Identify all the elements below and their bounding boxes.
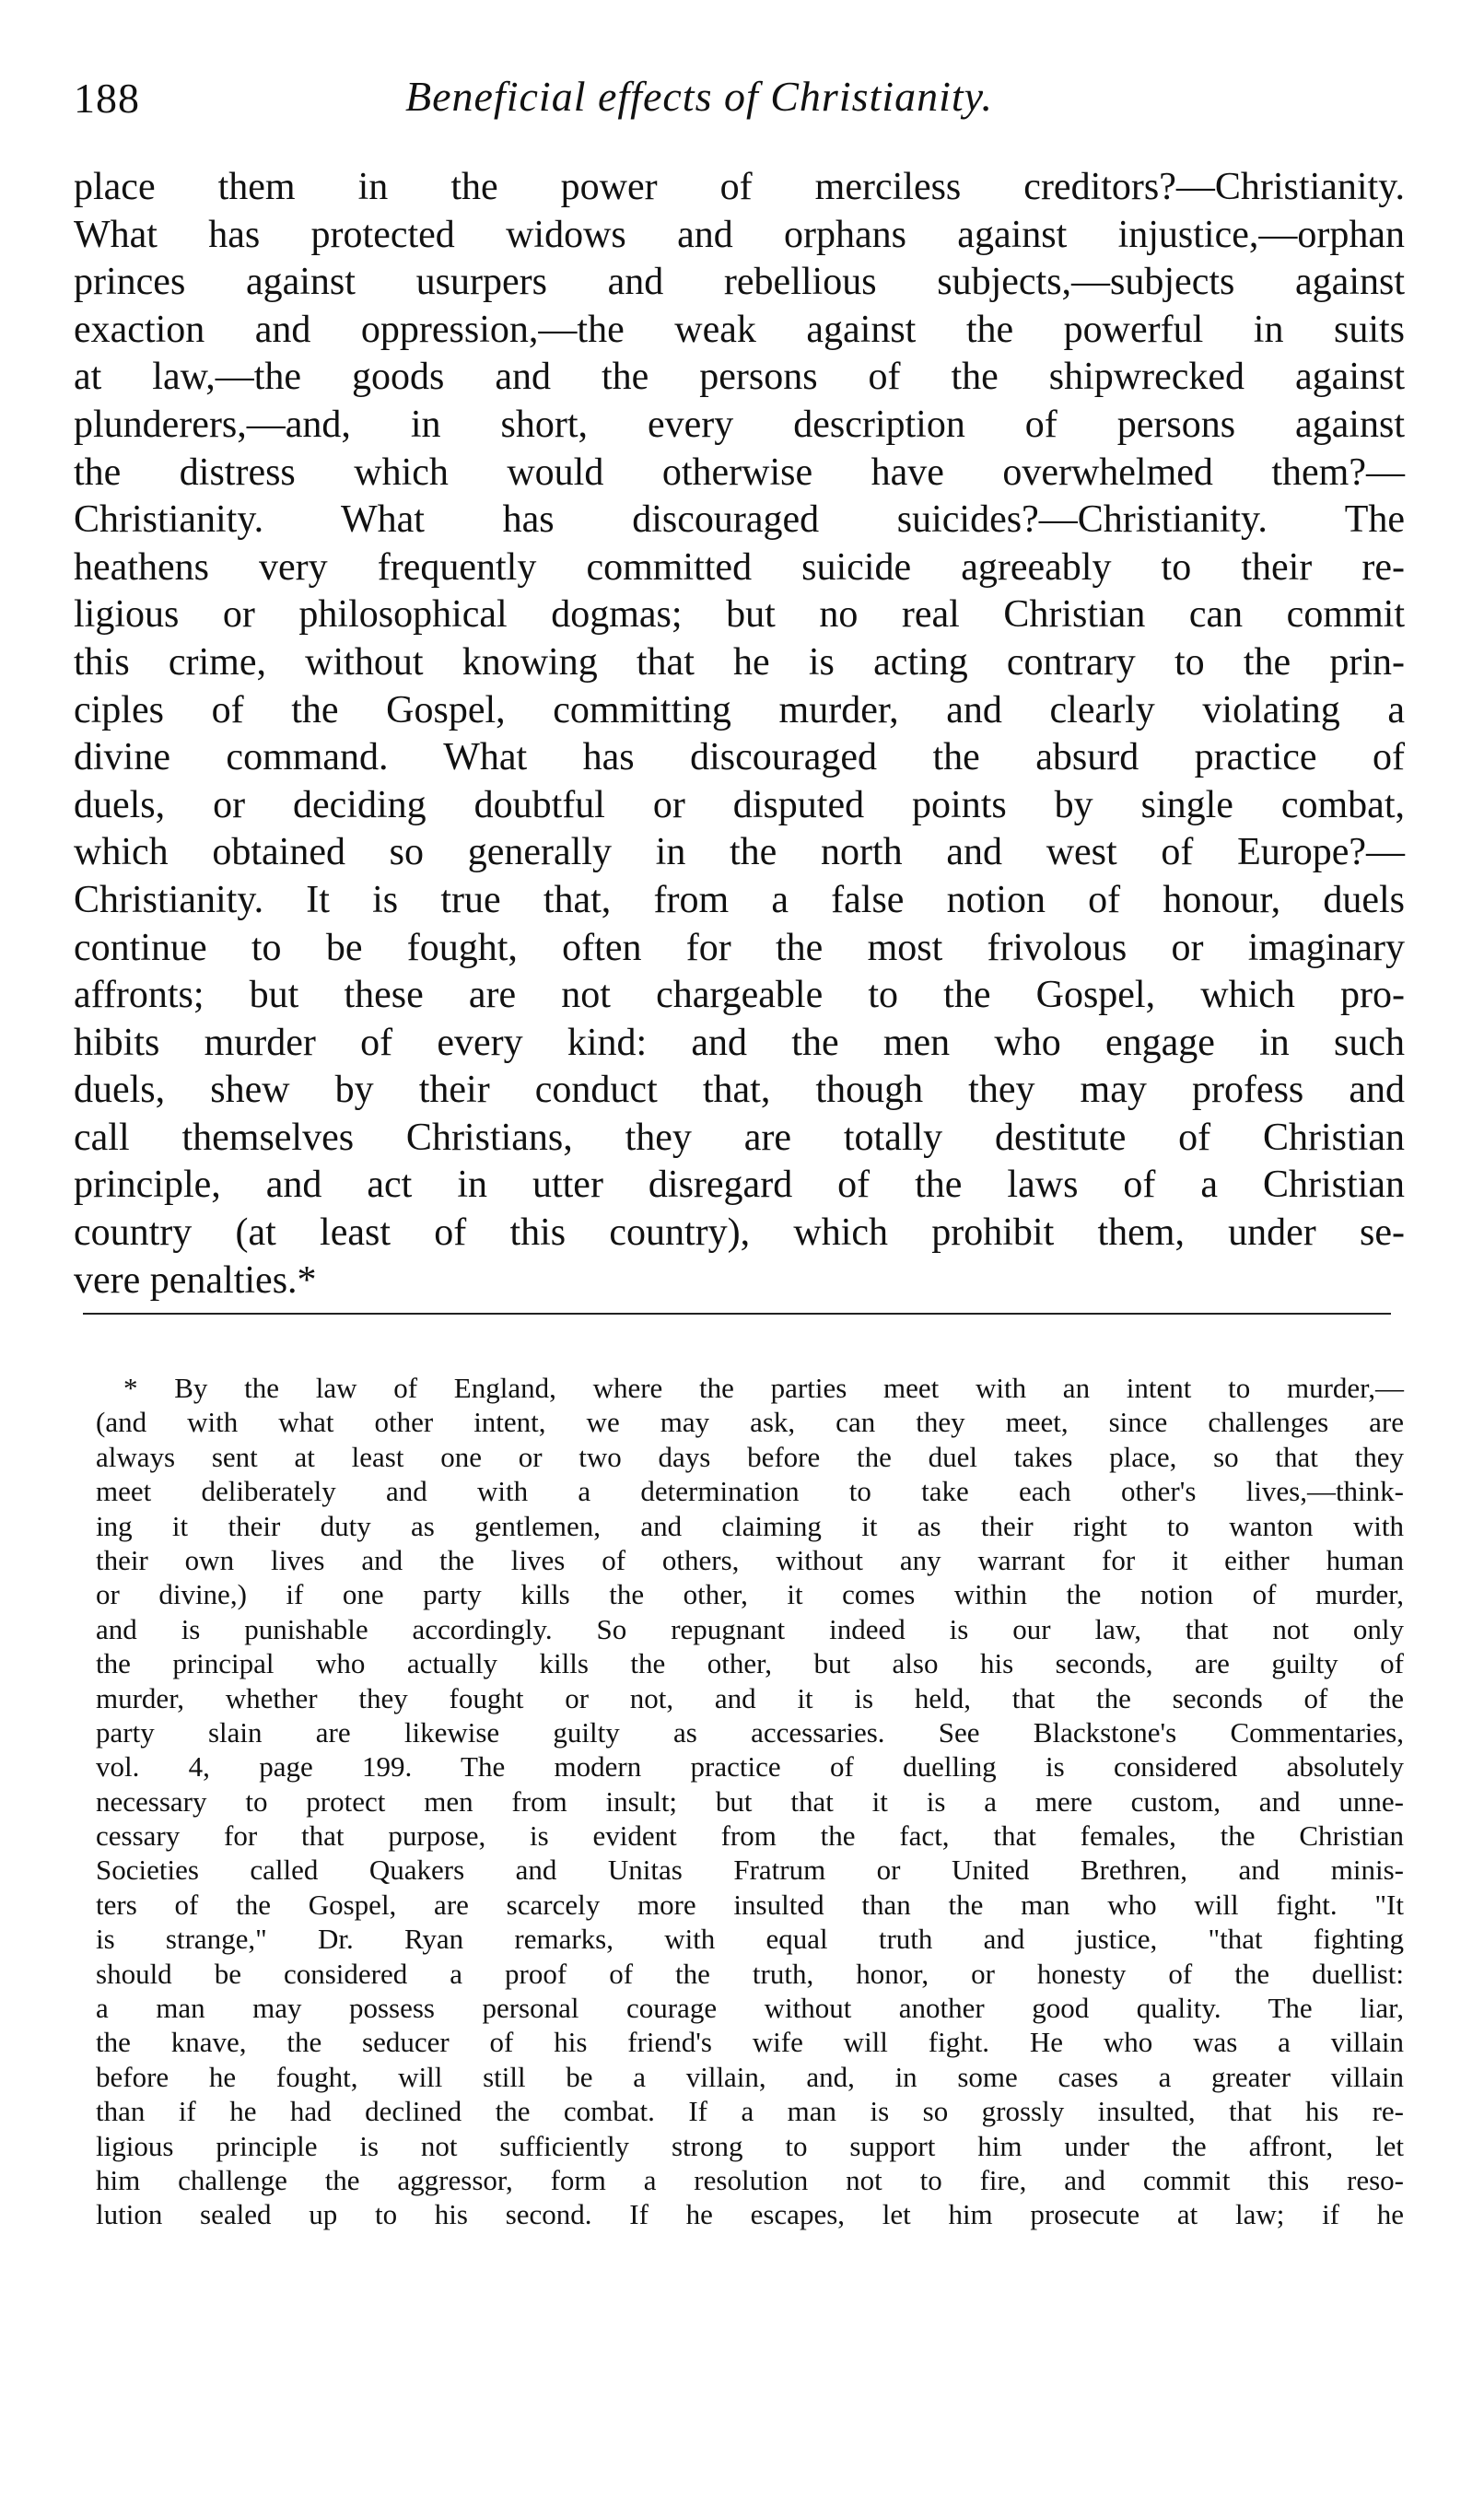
main-text-line: continue to be fought, often for the most frivolous or imaginary: [74, 926, 1405, 969]
main-text: [74, 164, 1405, 1304]
footnote-line: murder, whether they fought or not, and it is held, that the seconds of the: [96, 1681, 1404, 1714]
main-text-line: at law,—the goods and the persons of the shipwrecked against: [74, 356, 1405, 399]
main-text-line: Christianity. It is true that, from a false notion of honour, duels: [74, 878, 1405, 921]
footnote-line: meet deliberately and with a determination to take each other's lives,—think-: [96, 1475, 1404, 1508]
footnote-line: the knave, the seducer of his friend's wife will fight. He who was a villain: [96, 2026, 1404, 2059]
page-number: 188: [74, 75, 140, 122]
main-text-line: What has protected widows and orphans against injustice,—orphan: [74, 213, 1405, 256]
footnote-line: and is punishable accordingly. So repugnant indeed is our law, that not only: [96, 1612, 1404, 1645]
main-text-line: the distress which would otherwise have overwhelmed them?—: [74, 450, 1405, 494]
footnote-line: always sent at least one or two days before the duel takes place, so that they: [96, 1440, 1404, 1473]
footnote-line: before he fought, will still be a villain, and, in some cases a greater villain: [96, 2060, 1404, 2093]
main-text-line: principle, and act in utter disregard of the laws of a Christian: [74, 1164, 1405, 1207]
footnote-line: a man may possess personal courage without another good quality. The liar,: [96, 1992, 1404, 2025]
footnote-line: ters of the Gospel, are scarcely more insulted than the man who will fight. "It: [96, 1888, 1404, 1921]
main-text-line: vere penalties.*: [74, 1258, 317, 1302]
footnote-line: him challenge the aggressor, form a resolution not to fire, and commit this reso-: [96, 2163, 1404, 2196]
main-text-line: Christianity. What has discouraged suicides?—Christianity. The: [74, 498, 1405, 542]
footnote-line: Societies called Quakers and Unitas Fratrum or United Brethren, and minis-: [96, 1854, 1404, 1887]
main-text-line: exaction and oppression,—the weak against the powerful in suits: [74, 308, 1405, 351]
main-text-line: ciples of the Gospel, committing murder, and clearly violating a: [74, 688, 1405, 731]
main-text-line: affronts; but these are not chargeable to the Gospel, which pro-: [74, 974, 1405, 1017]
main-text-line: heathens very frequently committed suicide agreeably to their re-: [74, 545, 1405, 589]
footnote-divider: [83, 1313, 1391, 1315]
footnote: [96, 1371, 1404, 2232]
main-text-line: duels, or deciding doubtful or disputed points by single combat,: [74, 783, 1405, 826]
main-text-line: hibits murder of every kind: and the men who engage in such: [74, 1021, 1405, 1064]
footnote-line: or divine,) if one party kills the other, it comes within the notion of murder,: [96, 1578, 1404, 1611]
footnote-line: vol. 4, page 199. The modern practice of duelling is considered absolutely: [96, 1750, 1404, 1784]
main-text-line: call themselves Christians, they are totally destitute of Christian: [74, 1116, 1405, 1159]
footnote-line: (and with what other intent, we may ask, can they meet, since challenges are: [96, 1406, 1404, 1439]
main-text-line: place them in the power of merciless creditors?—Christianity.: [74, 166, 1405, 208]
footnote-line: lution sealed up to his second. If he escapes, let him prosecute at law; if he: [96, 2198, 1404, 2231]
footnote-line: cessary for that purpose, is evident from the fact, that females, the Christian: [96, 1819, 1404, 1853]
footnote-line: their own lives and the lives of others, without any warrant for it either human: [96, 1543, 1404, 1576]
footnote-line: is strange," Dr. Ryan remarks, with equal truth and justice, "that fighting: [96, 1923, 1404, 1956]
main-text-line: ligious or philosophical dogmas; but no real Christian can commit: [74, 593, 1405, 637]
footnote-line: should be considered a proof of the truth, honor, or honesty of the duellist:: [96, 1957, 1404, 1990]
main-text-line: plunderers,—and, in short, every description of persons against: [74, 403, 1405, 446]
main-text-line: divine command. What has discouraged the absurd practice of: [74, 736, 1405, 779]
main-text-line: duels, shew by their conduct that, though they may profess and: [74, 1069, 1405, 1112]
footnote-line: party slain are likewise guilty as accessaries. See Blackstone's Commentaries,: [96, 1715, 1404, 1749]
footnote-line: necessary to protect men from insult; but that it is a mere custom, and unne-: [96, 1784, 1404, 1818]
main-text-line: country (at least of this country), which prohibit them, under se-: [74, 1211, 1405, 1255]
running-head: Beneficial effects of Christianity.: [405, 73, 994, 120]
page-header: [74, 66, 1400, 131]
footnote-line: the principal who actually kills the other, but also his seconds, are guilty of: [96, 1647, 1404, 1680]
footnote-line: than if he had declined the combat. If a man is so grossly insulted, that his re-: [96, 2095, 1404, 2128]
main-text-line: this crime, without knowing that he is acting contrary to the prin-: [74, 640, 1405, 684]
footnote-line: ligious principle is not sufficiently strong to support him under the affront, let: [96, 2129, 1404, 2162]
main-text-line: princes against usurpers and rebellious subjects,—subjects against: [74, 261, 1405, 304]
footnote-line: ing it their duty as gentlemen, and claiming it as their right to wanton with: [96, 1509, 1404, 1542]
main-text-line: which obtained so generally in the north and west of Europe?—: [74, 831, 1405, 874]
footnote-line: * By the law of England, where the parties meet with an intent to murder,—: [123, 1372, 1404, 1404]
